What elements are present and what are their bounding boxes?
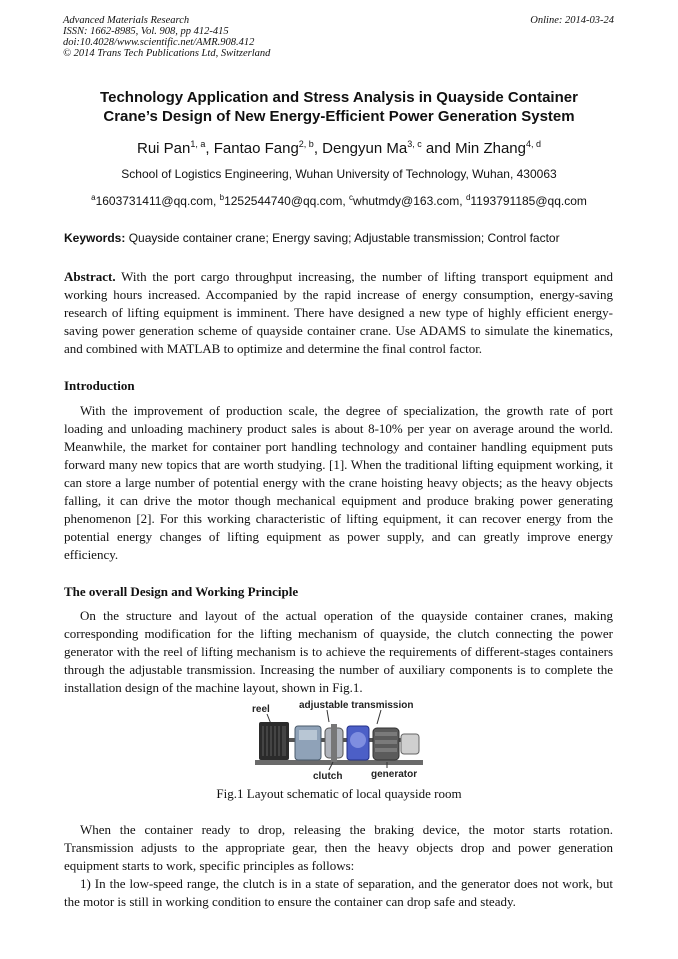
abstract-label: Abstract. <box>64 269 116 284</box>
reel-label: reel <box>252 704 270 715</box>
online-date: Online: 2014-03-24 <box>530 15 614 26</box>
email-separator: , <box>212 194 220 208</box>
author-name: Min Zhang <box>455 140 526 157</box>
email-address: whutmdy@163.com <box>353 194 460 208</box>
transmission-arrow <box>327 710 329 722</box>
email-separator: , <box>459 194 466 208</box>
gearbox-panel <box>299 730 317 740</box>
author-name: Rui Pan <box>137 140 191 157</box>
journal-name: Advanced Materials Research <box>63 15 190 26</box>
issn-line: ISSN: 1662-8985, Vol. 908, pp 412-415 <box>63 26 229 37</box>
author-list <box>40 139 638 157</box>
email-mark: a <box>91 193 96 202</box>
email-list <box>40 193 638 208</box>
reel-grooves <box>262 726 286 756</box>
affiliation: School of Logistics Engineering, Wuhan University of Technology, Wuhan, 430063 <box>121 167 557 181</box>
section-heading-design: The overall Design and Working Principle <box>64 584 299 599</box>
keywords <box>64 231 616 245</box>
keywords-text: Quayside container crane; Energy saving; Adjustable transmission; Control factor <box>125 231 560 245</box>
doi-line: doi:10.4028/www.scientific.net/AMR.908.412 <box>63 37 255 48</box>
transmission-arrow <box>377 710 381 724</box>
transmission-gear <box>350 732 366 748</box>
section-heading-introduction: Introduction <box>64 378 135 393</box>
clutch-label: clutch <box>313 771 343 782</box>
author-affil-mark: 1, a <box>190 139 206 149</box>
layout-schematic-figure <box>249 698 431 782</box>
author-name: Dengyun Ma <box>322 140 408 157</box>
title-line-2: Crane’s Design of New Energy-Efficient Power Generation System <box>103 108 575 125</box>
copyright-line: © 2014 Trans Tech Publications Ltd, Switzerland <box>63 48 271 59</box>
design-paragraph: On the structure and layout of the actual operation of the quayside container cranes, making corresponding modification for the lifting mechanism of quayside, the clutch connecting the power generator with the reel of lifting mechanism is to achieve the requirements of different-stages containers through the adjustable transmission. Increasing the number of auxiliary components is to complete the installation design of the machine layout, shown in Fig.1. <box>64 608 613 695</box>
author-affil-mark: 3, c <box>407 139 422 149</box>
figure-caption: Fig.1 Layout schematic of local quayside room <box>216 786 462 801</box>
author-affil-mark: 4, d <box>525 139 541 149</box>
clutch-disc <box>331 724 337 762</box>
email-separator: , <box>342 194 350 208</box>
title-line-1: Technology Application and Stress Analysis in Quayside Container <box>100 89 578 106</box>
generator-fin <box>375 748 397 752</box>
author-separator: and <box>421 140 456 157</box>
email-mark: b <box>219 193 225 202</box>
author-separator: , <box>313 140 323 157</box>
author-name: Fantao Fang <box>213 140 299 157</box>
drop-paragraph: When the container ready to drop, releasing the braking device, the motor starts rotation. Transmission adjusts to the appropriate gear, then the heavy objects drop and power generation equipment starts to work, specific principles as follows: <box>64 822 613 873</box>
email-mark: d <box>465 193 471 202</box>
email-address: 1252544740@qq.com <box>224 194 343 208</box>
transmission-label: adjustable transmission <box>299 700 414 711</box>
generator-label: generator <box>371 769 418 780</box>
introduction-paragraph: With the improvement of production scale, the degree of specialization, the growth rate of port loading and unloading machinery product sales is about 8-10% per year on average around the world. Meanwhile, the market for container port handling technology and container handling equipment puts forward many new topics that are worth studying. [1]. When the traditional lifting equipment working, it can store a large number of potential energy with the crane hoisting heavy objects; as the heavy objects falling, it can drive the motor though mechanical equipment and produce braking power generating phenomenon [2]. For this working characteristic of lifting equipment, it can recover energy from the potential energy changes of lifting equipment as power supply, and can greatly improve energy efficiency. <box>64 403 613 562</box>
keywords-label: Keywords: <box>64 231 126 245</box>
author-affil-mark: 2, b <box>298 139 314 149</box>
email-mark: c <box>349 193 354 202</box>
low-speed-paragraph: 1) In the low-speed range, the clutch is in a state of separation, and the generator does not work, but the motor is still in working condition to ensure the container can drop safe and steady. <box>64 876 613 909</box>
generator-fin <box>375 740 397 744</box>
email-address: 1603731411@qq.com <box>95 194 213 208</box>
email-address: 1193791185@qq.com <box>470 194 587 208</box>
journal-header <box>63 15 270 59</box>
generator-end-cap <box>401 734 419 754</box>
paper-title <box>40 88 638 126</box>
author-separator: , <box>205 140 214 157</box>
abstract-text: With the port cargo throughput increasing, the number of lifting transport equipment and working hours increased. Accompanied by the rapid increase of energy consumption, energy-saving research of lifting equipment is imminent. There have designed a new type of highly efficient energy-saving power generation scheme of quayside container crane. Use ADAMS to simulate the kinematics, and combined with MATLAB to optimize and determine the final control factor. <box>64 269 613 356</box>
abstract <box>64 268 613 358</box>
generator-fin <box>375 732 397 736</box>
base-plate <box>255 760 423 765</box>
